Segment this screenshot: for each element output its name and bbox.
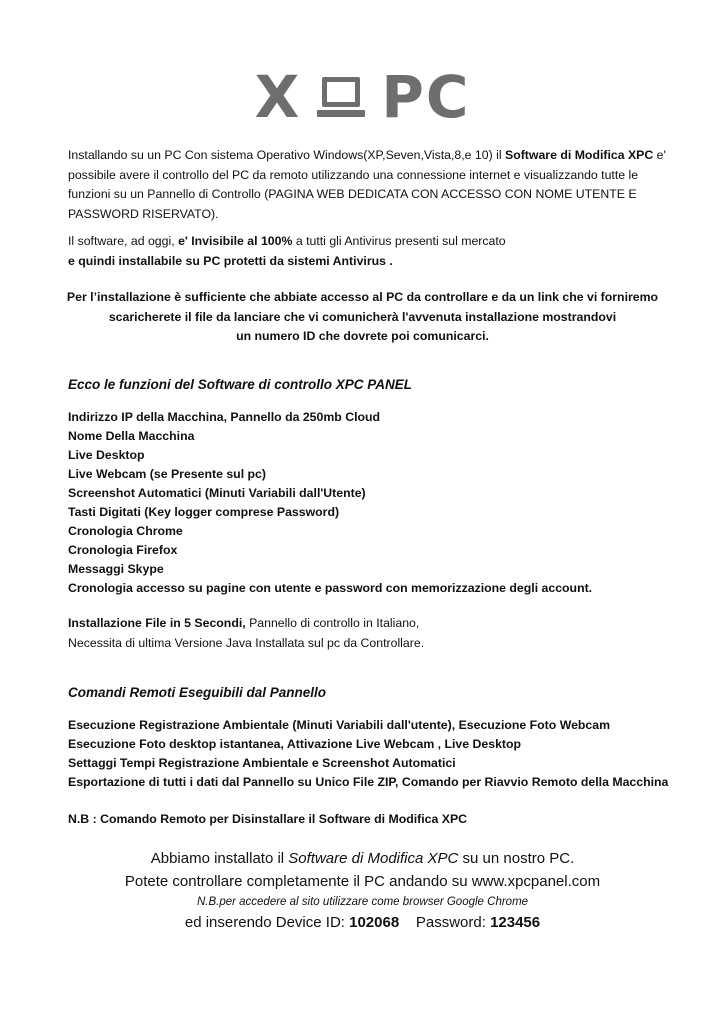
footer-software-name: Software di Modifica XPC: [288, 850, 459, 867]
setup-text-3: Necessita di ultima Versione Java Installata sul pc da Controllare.: [68, 635, 425, 650]
intro-text-1: Installando su un PC Con sistema Operativo Windows(XP,Seven,Vista,8,e 10) il: [68, 148, 505, 162]
function-item: Live Desktop: [68, 448, 145, 462]
functions-list: [68, 408, 668, 598]
function-item: Live Webcam (se Presente sul pc): [68, 467, 266, 481]
antivirus-text-1: Il software, ad oggi,: [68, 234, 179, 248]
intro-paragraph: [68, 146, 668, 224]
command-item: Settaggi Tempi Registrazione Ambientale e Screenshot Automatici: [68, 756, 456, 770]
function-item: Messaggi Skype: [68, 562, 164, 576]
device-id-label: ed inserendo Device ID:: [184, 914, 350, 931]
footer-line-2: Potete controllare completamente il PC andando su www.xpcpanel.com: [124, 873, 601, 890]
password-label: Password:: [399, 914, 491, 931]
logo-pc: PC: [381, 63, 471, 131]
install-note-line-1: Per l’installazione è sufficiente che abbiate accesso al PC da controllare e da un link che vi forniremo: [66, 290, 659, 304]
password-value: 123456: [490, 914, 541, 931]
antivirus-invisible: e' Invisibile al 100%: [178, 234, 293, 248]
commands-list: [68, 716, 688, 792]
install-note-line-2: scaricherete il file da lanciare che vi comunicherà l'avvenuta installazione mostrandovi: [108, 309, 617, 324]
footer-line-1: [40, 848, 685, 869]
function-item: Nome Della Macchina: [68, 429, 195, 443]
footer-text-2: su un nostro PC.: [458, 850, 575, 867]
install-note-line-3: un numero ID che dovrete poi comunicarci.: [236, 329, 489, 343]
footer-browser-note: N.B.per accedere al sito utilizzare come browser Google Chrome: [196, 896, 529, 908]
logo-x: X: [254, 63, 302, 131]
command-item: Esecuzione Registrazione Ambientale (Minuti Variabili dall'utente), Esecuzione Foto Webcam: [68, 718, 611, 732]
command-item: Esecuzione Foto desktop istantanea, Attivazione Live Webcam , Live Desktop: [68, 737, 522, 751]
uninstall-note: N.B : Comando Remoto per Disinstallare il Software di Modifica XPC: [68, 812, 468, 826]
laptop-icon: [315, 71, 367, 123]
xpc-logo: [0, 63, 725, 131]
setup-text-1: Installazione File in 5 Secondi,: [68, 616, 246, 630]
install-note: [40, 288, 685, 347]
function-item: Indirizzo IP della Macchina, Pannello da 250mb Cloud: [68, 410, 381, 424]
commands-heading: Comandi Remoti Eseguibili dal Pannello: [68, 685, 327, 700]
intro-text-2: e' possibile avere il controllo del PC da remoto utilizzando una connessione internet e visualizzando tutte le funzioni su un Pannello di Controllo (PAGINA WEB DEDICATA CON ACCESSO CON NOME UTENTE E PASSWORD RISERVATO).: [68, 148, 666, 221]
function-item: Cronologia Chrome: [68, 524, 183, 538]
footer-text-1: Abbiamo installato il: [150, 850, 289, 867]
intro-software-name: Software di Modifica XPC: [505, 148, 654, 162]
antivirus-text-3: e quindi installabile su PC protetti da sistemi Antivirus .: [68, 253, 393, 268]
setup-paragraph: [68, 614, 668, 653]
function-item: Cronologia Firefox: [68, 543, 178, 557]
footer-credentials: [40, 912, 685, 933]
command-item: Esportazione di tutti i dati dal Pannello su Unico File ZIP, Comando per Riavvio Remoto della Macchina: [68, 775, 669, 789]
functions-heading: Ecco le funzioni del Software di controllo XPC PANEL: [68, 377, 413, 392]
function-item: Cronologia accesso su pagine con utente e password con memorizzazione degli account.: [68, 581, 593, 595]
function-item: Screenshot Automatici (Minuti Variabili dall'Utente): [68, 486, 366, 500]
antivirus-text-2: a tutti gli Antivirus presenti sul mercato: [292, 234, 506, 248]
antivirus-paragraph: [68, 232, 668, 271]
device-id-value: 102068: [349, 914, 400, 931]
function-item: Tasti Digitati (Key logger comprese Password): [68, 505, 340, 519]
setup-text-2: Pannello di controllo in Italiano,: [245, 616, 420, 630]
